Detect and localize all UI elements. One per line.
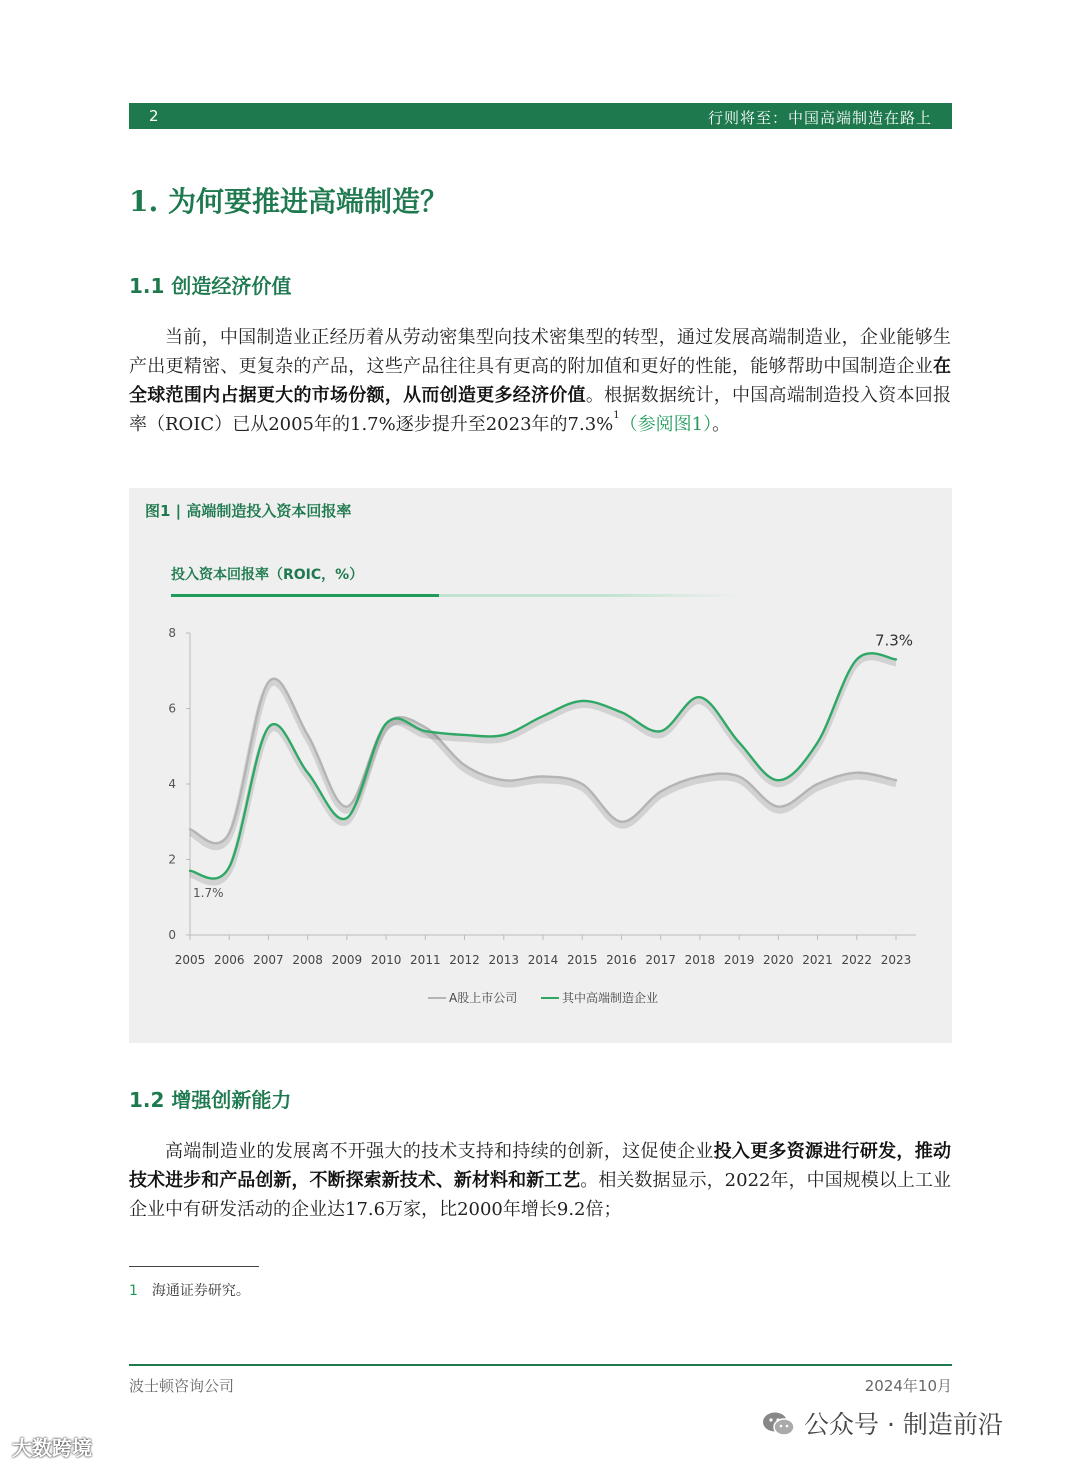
- x-tick-label: 2013: [488, 953, 520, 967]
- x-tick-label: 2023: [880, 953, 912, 967]
- x-tick-label: 2020: [763, 953, 794, 967]
- paragraph-bold: 投入更多资源进行研发，推动技术进步和产品创新，不断探索新技术、新材料和新工艺: [129, 1141, 952, 1191]
- x-tick-label: 2018: [684, 953, 716, 967]
- x-tick-label: 2007: [253, 953, 284, 967]
- paragraph-end: 。: [712, 414, 731, 435]
- legend-label-a-shares: A股上市公司: [449, 991, 518, 1005]
- x-tick-label: 2015: [566, 953, 598, 967]
- x-tick-label: 2021: [802, 953, 833, 967]
- footer-divider: [129, 1364, 952, 1366]
- annotation-end-value: 7.3%: [874, 631, 914, 650]
- watermark-left: 大数跨境: [12, 1436, 92, 1460]
- page-number: 2: [149, 107, 159, 125]
- footnote-divider: [129, 1266, 259, 1267]
- figure-reference-link[interactable]: （参阅图1）: [619, 414, 713, 435]
- footnote: [129, 1280, 250, 1300]
- x-tick-label: 2019: [723, 953, 755, 967]
- footnote-marker: 1: [613, 410, 620, 421]
- section-1-1-title: 1.1 创造经济价值: [129, 274, 292, 298]
- y-tick-label: 4: [168, 777, 176, 791]
- y-tick-label: 6: [168, 701, 176, 716]
- x-tick-label: 2022: [841, 953, 873, 967]
- watermark-right-text: 公众号 · 制造前沿: [804, 1410, 1003, 1439]
- y-tick-label: 0: [168, 928, 176, 942]
- x-tick-label: 2010: [370, 953, 402, 967]
- paragraph-text: 高端制造业的发展离不开强大的技术支持和持续的创新，这促使企业: [165, 1141, 714, 1162]
- wechat-icon: [762, 1411, 796, 1437]
- x-tick-label: 2011: [410, 953, 441, 967]
- section-1-2-paragraph: [129, 1137, 951, 1224]
- footer-company: 波士顿咨询公司: [129, 1377, 235, 1395]
- section-1-1-paragraph: [129, 323, 951, 439]
- series-line-shadow: [190, 657, 896, 882]
- x-tick-label: 2014: [527, 953, 559, 967]
- x-tick-label: 2005: [174, 953, 206, 967]
- x-tick-label: 2006: [213, 953, 245, 967]
- x-tick-label: 2017: [645, 953, 676, 967]
- figure-subtitle: 投入资本回报率（ROIC，%）: [171, 567, 364, 583]
- x-tick-label: 2009: [331, 953, 363, 967]
- header-bar: [129, 103, 952, 129]
- figure-title: 图1 | 高端制造投入资本回报率: [145, 502, 352, 520]
- x-tick-label: 2008: [292, 953, 323, 967]
- roic-line-chart: [129, 488, 952, 1043]
- figure-1: [129, 488, 952, 1043]
- x-tick-label: 2012: [449, 953, 480, 967]
- footnote-number: 1: [129, 1283, 138, 1299]
- section-1-2-title: 1.2 增强创新能力: [129, 1088, 292, 1112]
- watermark-right: [762, 1405, 1003, 1441]
- paragraph-text: 当前，中国制造业正经历着从劳动密集型向技术密集型的转型，通过发展高端制造业，企业能够生产出更精密、更复杂的产品，这些产品往往具有更高的附加值和更好的性能，能够帮助中国制造企业: [129, 327, 951, 377]
- footer-date: 2024年10月: [864, 1377, 952, 1395]
- paragraph-bold: 在全球范围内占据更大的市场份额，从而创造更多经济价值: [129, 356, 951, 406]
- header-title: 行则将至：中国高端制造在路上: [707, 109, 932, 127]
- annotation-start-value: 1.7%: [193, 885, 224, 900]
- y-tick-label: 8: [168, 626, 176, 640]
- footnote-text: 海通证券研究。: [151, 1283, 250, 1299]
- legend-label-high-end: 其中高端制造企业: [562, 991, 659, 1005]
- section-1-title: 1. 为何要推进高端制造？: [129, 185, 448, 218]
- paragraph-text-tail: 。相关数据显示，2022年，中国规模以上工业企业中有研发活动的企业达17.6万家，比2000年增长9.2倍；: [129, 1170, 952, 1220]
- x-tick-label: 2016: [606, 953, 637, 967]
- y-tick-label: 2: [168, 852, 176, 867]
- series-line-shadow: [190, 683, 896, 847]
- series-line-high-end: [190, 653, 896, 878]
- paragraph-text-tail: 。根据数据统计，中国高端制造投入资本回报率（ROIC）已从2005年的1.7%逐步提升至2023年的7.3%: [129, 385, 952, 435]
